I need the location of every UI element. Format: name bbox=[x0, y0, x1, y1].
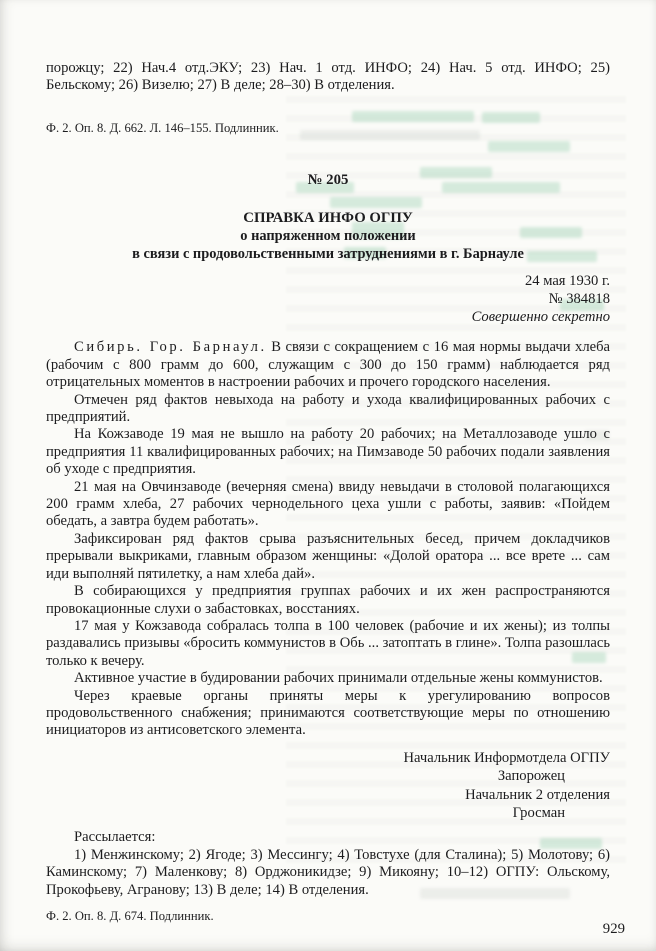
signature-role: Начальник 2 отделения bbox=[465, 786, 610, 803]
outgoing-number: № 384818 bbox=[548, 291, 610, 308]
document-title: СПРАВКА ИНФО ОГПУ bbox=[243, 209, 413, 226]
body-paragraph: Через краевые органы приняты меры к урегулированию вопросов продовольственного снабжения; принимаются соответствующие меры по отношению инициаторов из антисоветского элемента. bbox=[46, 687, 610, 739]
document-date: 24 мая 1930 г. bbox=[524, 272, 610, 289]
body-paragraph: 21 мая на Овчинзаводе (вечерняя смена) ввиду невыдачи в столовой полагающихся 200 грамм хлеба, 27 рабочих чернодельного цеха ушли с работы, заявив: «Пойдем обедать, а завтра будем работать». bbox=[46, 478, 610, 530]
body-paragraph: Зафиксирован ряд фактов срыва разъяснительных бесед, причем докладчиков прерывали выкриками, главным образом женщины: «Долой оратора ... все врете ... сам иди выполняй пятилетку, а нам хлеба дай». bbox=[46, 530, 610, 582]
body-paragraph: Отмечен ряд фактов невыхода на работу и ухода квалифицированных рабочих с предприятий. bbox=[46, 391, 610, 426]
body-paragraph bbox=[46, 339, 610, 391]
signature-role: Начальник Информотдела ОГПУ bbox=[403, 749, 610, 766]
document-subtitle-line2: в связи с продовольственными затруднениями в г. Барнауле bbox=[132, 245, 524, 262]
classification-stamp: Совершенно секретно bbox=[471, 309, 610, 326]
archive-reference-bottom: Ф. 2. Оп. 8. Д. 674. Подлинник. bbox=[46, 909, 214, 924]
body-paragraph: Активное участие в будировании рабочих принимали отдельные жены коммунистов. bbox=[74, 670, 603, 687]
location-lead-in: Сибирь. Гор. Барнаул. bbox=[74, 339, 267, 356]
body-paragraph: 17 мая у Кожзавода собралась толпа в 100 человек (рабочие и их жены); из толпы раздавались призывы «бросить коммунистов в Обь ... затоптать в глине». Толпа разошлась только к вечеру. bbox=[46, 617, 610, 669]
distribution-block bbox=[46, 829, 610, 899]
distribution-label: Рассылается: bbox=[74, 829, 156, 846]
body-paragraph: В собирающихся у предприятия группах рабочих и их жен распространяются провокационные слухи о забастовках, восстаниях. bbox=[46, 583, 610, 617]
paragraph-text: В связи с сокращением с 16 мая нормы выдачи хлеба (рабочим с 800 грамм до 600, служащим с 300 до 150 грамм) наблюдается ряд отрицательных моментов в настроении рабочих и прочего городского населения. bbox=[46, 339, 610, 391]
signature-name: Гросман bbox=[512, 804, 565, 821]
distribution-continuation: порожцу; 22) Нач.4 отд.ЭКУ; 23) Нач. 1 отд. ИНФО; 24) Нач. 5 отд. ИНФО; 25) Бельскому; 26) Визелю; 27) В деле; 28–30) В отделения. bbox=[46, 60, 610, 94]
signature-block bbox=[46, 749, 610, 823]
body-paragraph: На Кожзаводе 19 мая не вышло на работу 20 рабочих; на Металлозаводе ушло с предприятия 11 квалифицированных рабочих; на Пимзаводе 50 рабочих подали заявления об уходе с предприятия. bbox=[46, 426, 610, 478]
archive-reference-top: Ф. 2. Оп. 8. Д. 662. Л. 146–155. Подлинник. bbox=[46, 120, 279, 135]
signature-name: Запорожец bbox=[497, 768, 565, 785]
document-meta bbox=[46, 272, 610, 327]
page-number: 929 bbox=[602, 921, 625, 937]
document-subtitle-line1: о напряженном положении bbox=[240, 227, 416, 244]
distribution-list: 1) Менжинскому; 2) Ягоде; 3) Мессингу; 4) Товстухе (для Сталина); 5) Молотову; 6) Каминскому; 7) Маленкову; 8) Орджоникидзе; 9) Микояну; 10–12) ОГПУ: Ольскому, Прокофьеву, Агранову; 13) В деле; 14) В отделения. bbox=[46, 846, 610, 898]
document-number-heading: № 205 bbox=[307, 171, 349, 188]
document-body bbox=[46, 339, 610, 739]
